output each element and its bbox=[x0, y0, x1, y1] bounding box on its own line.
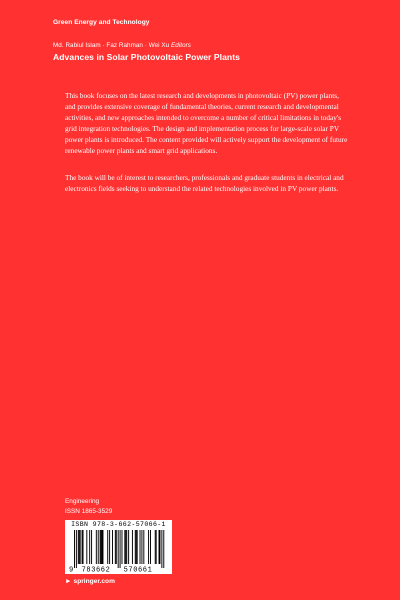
barcode-bar bbox=[78, 530, 79, 564]
barcode-bar bbox=[109, 530, 110, 564]
barcode-bar bbox=[82, 530, 83, 564]
barcode-bar bbox=[112, 530, 113, 564]
barcode-bar bbox=[148, 530, 149, 564]
barcode-digits-left: 783662 bbox=[81, 566, 111, 573]
barcode-bar bbox=[100, 530, 101, 564]
editors-line bbox=[53, 42, 191, 49]
barcode-bar bbox=[132, 530, 133, 564]
barcode bbox=[68, 530, 169, 573]
publisher-url[interactable] bbox=[65, 578, 115, 585]
barcode-guard-bar bbox=[163, 530, 164, 568]
barcode-bar bbox=[136, 530, 137, 564]
barcode-bars bbox=[74, 530, 164, 568]
barcode-bar bbox=[80, 530, 81, 564]
editors-role: Editors bbox=[171, 42, 191, 49]
barcode-bar bbox=[98, 530, 99, 564]
barcode-bar bbox=[116, 530, 117, 564]
barcode-bar bbox=[103, 530, 104, 564]
barcode-bar bbox=[160, 530, 161, 564]
description-paragraph-2: The book will be of interest to researchers, professionals and graduate students in electrical and electronics fields seeking to understand the related technologies involved in PV power plants. bbox=[65, 173, 344, 193]
barcode-bar bbox=[83, 530, 84, 564]
barcode-guard-bar bbox=[120, 530, 121, 568]
barcode-guard-bar bbox=[161, 530, 162, 568]
barcode-bar bbox=[141, 530, 142, 564]
barcode-bar bbox=[159, 530, 160, 564]
description-paragraph-1: This book focuses on the latest research and developments in photovoltaic (PV) power plants, and provides extensive coverage of fundamental theories, current research and developmental activities, and new approaches intended to overcome a number of critical limitations in today's grid integration technologies. The design and implementation process for large-scale solar PV power plants is introduced. The content provided will actively support the development of future renewable power plants and smart grid applications. bbox=[65, 91, 348, 155]
issn-number: ISSN 1865-3529 bbox=[65, 508, 113, 515]
barcode-bar bbox=[125, 530, 126, 564]
barcode-bar bbox=[101, 530, 102, 564]
barcode-digits-right: 570661 bbox=[123, 566, 153, 573]
barcode-bar bbox=[89, 530, 90, 564]
barcode-guard-bar bbox=[76, 530, 77, 568]
series-title: Green Energy and Technology bbox=[53, 19, 150, 26]
barcode-box bbox=[65, 520, 172, 574]
barcode-bar bbox=[156, 530, 157, 564]
subject-category: Engineering bbox=[65, 498, 100, 505]
barcode-bar bbox=[86, 530, 87, 564]
barcode-bar bbox=[107, 530, 108, 564]
barcode-bar bbox=[115, 530, 116, 564]
barcode-bar bbox=[124, 530, 125, 564]
barcode-bar bbox=[128, 530, 129, 564]
barcode-guard-bar bbox=[74, 530, 75, 568]
barcode-bar bbox=[137, 530, 138, 564]
barcode-bar bbox=[135, 530, 136, 564]
barcode-bar bbox=[122, 530, 123, 564]
publisher-website: springer.com bbox=[73, 578, 115, 585]
barcode-guard-bar bbox=[118, 530, 119, 568]
barcode-digit-first: 9 bbox=[69, 566, 74, 573]
barcode-bar bbox=[140, 530, 141, 564]
barcode-bar bbox=[150, 530, 151, 564]
barcode-bar bbox=[143, 530, 144, 564]
editor-names: Md. Rabiul Islam · Faz Rahman · Wei Xu bbox=[53, 42, 170, 49]
barcode-bar bbox=[102, 530, 103, 564]
isbn-label: ISBN 978-3-662-57066-1 bbox=[71, 521, 166, 528]
barcode-bar bbox=[79, 530, 80, 564]
barcode-bar bbox=[126, 530, 127, 564]
barcode-bar bbox=[91, 530, 92, 564]
book-title: Advances in Solar Photovoltaic Power Plants bbox=[53, 52, 240, 62]
barcode-bar bbox=[96, 530, 97, 564]
barcode-bar bbox=[155, 530, 156, 564]
triangle-right-icon: ► bbox=[65, 578, 72, 585]
